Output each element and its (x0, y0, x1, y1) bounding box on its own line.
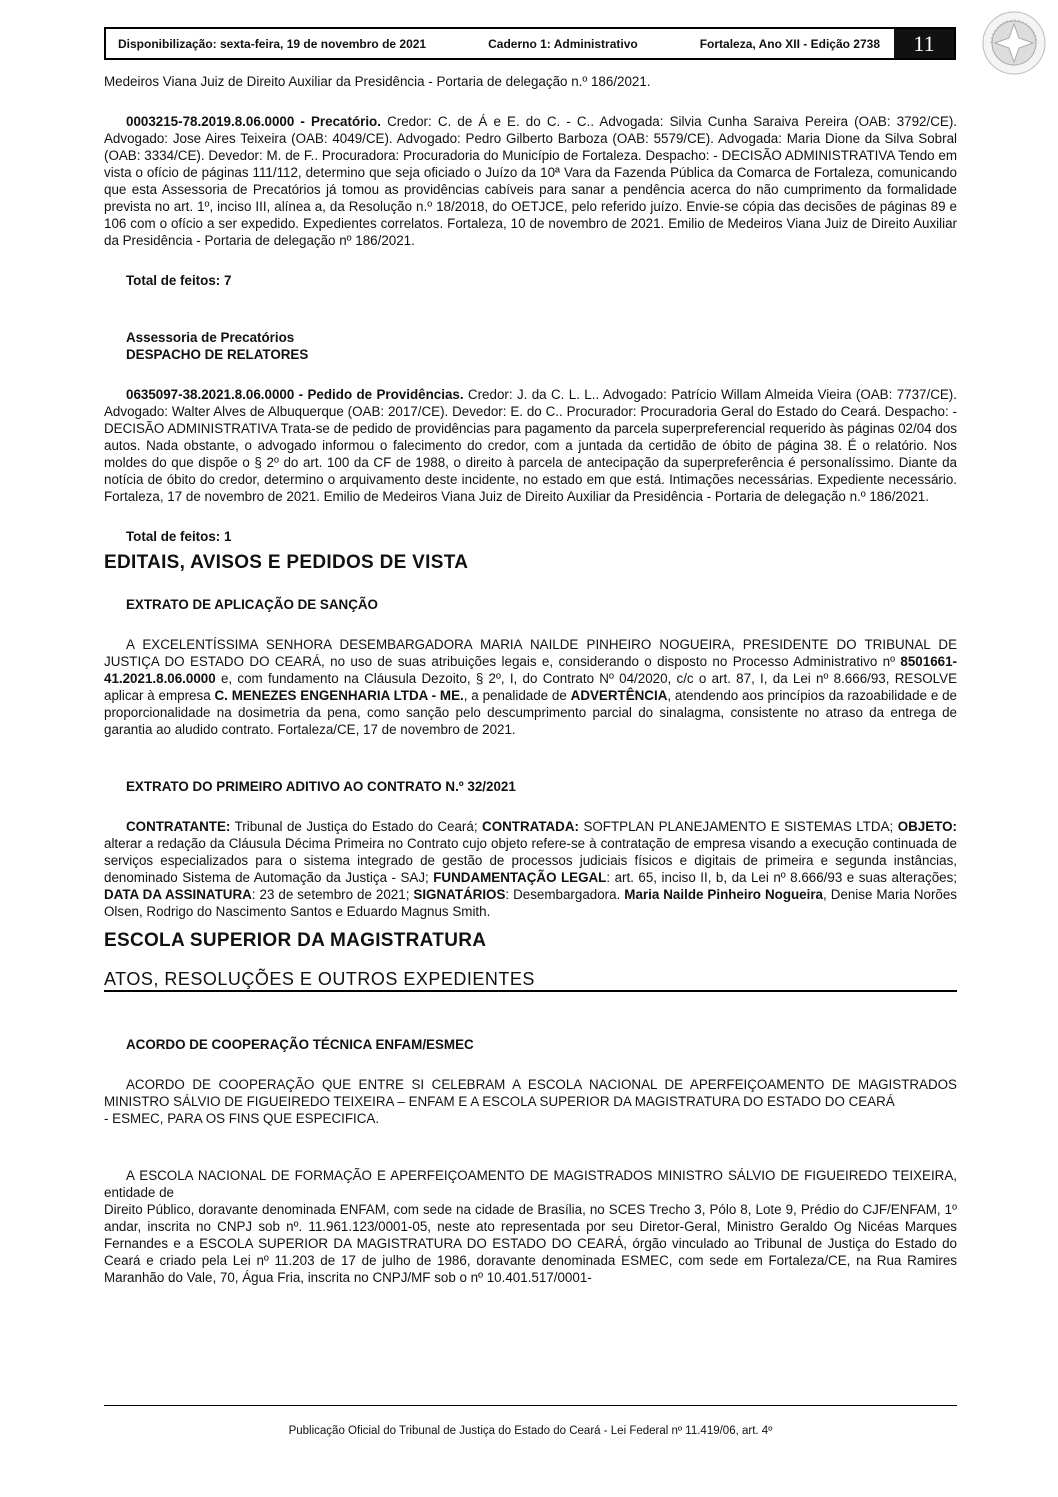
paragraph: CONTRATANTE: Tribunal de Justiça do Estado do Ceará; CONTRATADA: SOFTPLAN PLANEJAMENTO E SISTEMAS LTDA; OBJETO: alterar a redação da Cláusula Décima Primeira no Contrato cujo objeto refere-se à contratação de empresa visando a execução continuada de serviços especializados para o sistema integrado de gestão de processos judiciais físicos e digitais de primeira e segunda instâncias, denominado Sistema de Automação da Justiça - SAJ; FUNDAMENTAÇÃO LEGAL: art. 65, inciso II, b, da Lei nº 8.666/93 e suas alterações; DATA DA ASSINATURA: 23 de setembro de 2021; SIGNATÁRIOS: Desembargadora. Maria Nailde Pinheiro Nogueira, Denise Maria Norões Olsen, Rodrigo do Nascimento Santos e Eduardo Magnus Smith. (104, 819, 958, 919)
agreement-title: ACORDO DE COOPERAÇÃO TÉCNICA ENFAM/ESMEC (126, 1037, 474, 1052)
paragraph: 0003215-78.2019.8.06.0000 - Precatório. Credor: C. de Á e E. do C. - C.. Advogada: Silvia Cunha Saraiva Pereira (OAB: 3792/CE). Advogado: Jose Aires Teixeira (OAB: 4049/CE). Advogado: Pedro Gilberto Barboza (OAB: 5579/CE). Advogada: Maria Dione da Silva Sobral (OAB: 3334/CE). Devedor: M. de F.. Procuradora: Procuradoria do Município de Fortaleza. Despacho: - DECISÃO ADMINISTRATIVA Tendo em vista o ofício de páginas 111/112, determino que seja oficiado o Juízo da 10ª Vara da Fazenda Pública da Comarca de Fortaleza, comunicando que esta Assessoria de Precatórios já tomou as providências cabíveis para sanar a pendência acerca do não cumprimento da formalidade prevista no art. 1º, inciso III, alínea a, da Resolução n.º 18/2018, do OETJCE, pelo referido juízo. Envie-se cópia das decisões de páginas 89 e 106 com o ofício a ser expedido. Expedientes correlatos. Fortaleza, 10 de novembro de 2021. Emilio de Medeiros Viana Juiz de Direito Auxiliar da Presidência - Portaria de delegação nº 186/2021. (104, 114, 957, 248)
section-label: DESPACHO DE RELATORES (126, 347, 309, 362)
header-edition: Fortaleza, Ano XII - Edição 2738 (699, 36, 880, 51)
subsection-heading: ATOS, RESOLUÇÕES E OUTROS EXPEDIENTES (104, 971, 957, 992)
total-count: Total de feitos: 1 (126, 529, 232, 544)
section-label: Assessoria de Precatórios (126, 330, 295, 345)
footer-divider (104, 1405, 957, 1406)
paragraph: - ESMEC, PARA OS FINS QUE ESPECIFICA. (104, 1111, 380, 1126)
document-body (104, 73, 957, 1286)
section-heading: EDITAIS, AVISOS E PEDIDOS DE VISTA (104, 552, 469, 573)
header-date: Disponibilização: sexta-feira, 19 de novembro de 2021 (118, 36, 427, 51)
paragraph: ACORDO DE COOPERAÇÃO QUE ENTRE SI CELEBRAM A ESCOLA NACIONAL DE APERFEIÇOAMENTO DE MAGISTRADOS MINISTRO SÁLVIO DE FIGUEIREDO TEIXEIRA – ENFAM E A ESCOLA SUPERIOR DA MAGISTRATURA DO ESTADO DO CEARÁ (104, 1077, 957, 1109)
paragraph: Direito Público, doravante denominada ENFAM, com sede na cidade de Brasília, no SCES Trecho 3, Pólo 8, Lote 9, Prédio do CJF/ENFAM, 1º andar, inscrita no CNPJ sob nº. 11.961.123/0001-05, neste ato representada por seu Diretor-Geral, Ministro Geraldo Og Nicéas Marques Fernandes e a ESCOLA SUPERIOR DA MAGISTRATURA DO ESTADO DO CEARÁ, órgão vinculado ao Tribunal de Justiça do Estado do Ceará e criado pela Lei nº 11.203 de 17 de julho de 1986, doravante denominada ESMEC, com sede em Fortaleza/CE, na Rua Ramires Maranhão do Vale, 70, Água Fria, inscrita no CNPJ/MF sob o nº 10.401.517/0001- (104, 1202, 957, 1285)
total-count: Total de feitos: 7 (126, 273, 232, 288)
paragraph: A EXCELENTÍSSIMA SENHORA DESEMBARGADORA MARIA NAILDE PINHEIRO NOGUEIRA, PRESIDENTE DO TRIBUNAL DE JUSTIÇA DO ESTADO DO CEARÁ, no uso de suas atribuições legais e, considerando o disposto no Processo Administrativo nº 8501661-41.2021.8.06.0000 e, com fundamento na Cláusula Dezoito, § 2º, I, do Contrato Nº 04/2020, c/c o art. 87, I, da Lei nº 8.666/93, RESOLVE aplicar à empresa C. MENEZES ENGENHARIA LTDA - ME., a penalidade de ADVERTÊNCIA, atendendo aos princípios da razoabilidade e de proporcionalidade na dosimetria da pena, como sanção pelo descumprimento parcial do sinalagma, consistente no atraso da entrega de garantia ao aludido contrato. Fortaleza/CE, 17 de novembro de 2021. (104, 637, 957, 737)
paragraph: A ESCOLA NACIONAL DE FORMAÇÃO E APERFEIÇOAMENTO DE MAGISTRADOS MINISTRO SÁLVIO DE FIGUEIREDO TEIXEIRA, entidade de (104, 1168, 957, 1200)
digital-signature-seal-icon (981, 10, 1047, 76)
page-header (104, 27, 956, 60)
extract-title: EXTRATO DE APLICAÇÃO DE SANÇÃO (126, 597, 378, 612)
page-footer: Publicação Oficial do Tribunal de Justiça do Estado do Ceará - Lei Federal nº 11.419/06, art. 4º (288, 1425, 773, 1437)
section-heading: ESCOLA SUPERIOR DA MAGISTRATURA (104, 930, 487, 951)
paragraph: Medeiros Viana Juiz de Direito Auxiliar da Presidência - Portaria de delegação n.º 186/2021. (104, 74, 651, 89)
extract-title: EXTRATO DO PRIMEIRO ADITIVO AO CONTRATO N.º 32/2021 (126, 779, 516, 794)
header-caderno: Caderno 1: Administrativo (488, 36, 638, 51)
paragraph: 0635097-38.2021.8.06.0000 - Pedido de Providências. Credor: J. da C. L. L.. Advogado: Patrício Willam Almeida Vieira (OAB: 7737/CE). Advogado: Walter Alves de Albuquerque (OAB: 2017/CE). Devedor: E. do C.. Procurador: Procuradoria Geral do Estado do Ceará. Despacho: - DECISÃO ADMINISTRATIVA Trata-se de pedido de providências para pagamento da parcela superpreferencial requerido às páginas 02/04 dos autos. Nada obstante, o advogado informou o falecimento do credor, com a juntada da certidão de óbito de página 38. É o relatório. Nos moldes do que dispõe o § 2º do art. 100 da CF de 1988, o direito à parcela de antecipação da superpreferência é personalíssimo. Diante da notícia de óbito do credor, determino o arquivamento deste incidente, no estado em que está. Intimações necessárias. Expediente necessário. Fortaleza, 17 de novembro de 2021. Emilio de Medeiros Viana Juiz de Direito Auxiliar da Presidência - Portaria de delegação n.º 186/2021. (104, 387, 957, 504)
page-number: 11 (894, 29, 954, 58)
